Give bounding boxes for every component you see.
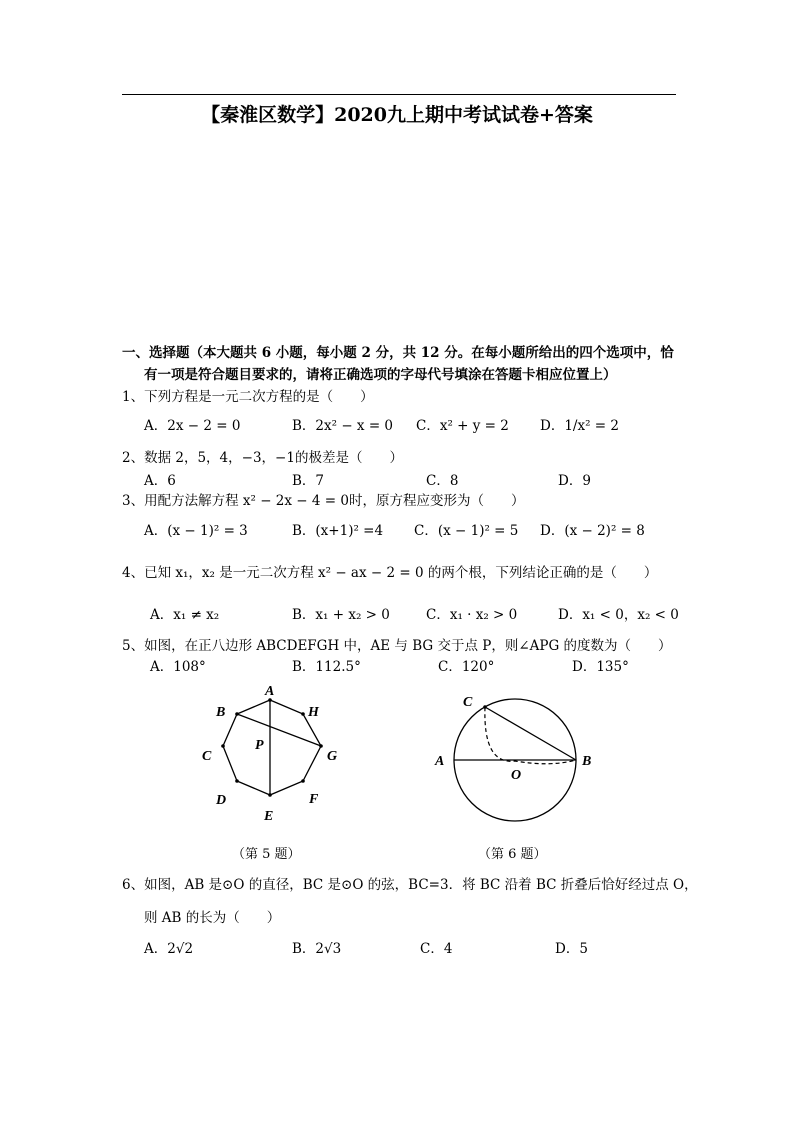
question-5-stem: 5、如图，在正八边形 ABCDEFGH 中，AE 与 BG 交于点 P，则∠APG 的度数为（ ）	[122, 638, 672, 654]
figure-5-octagon	[190, 680, 360, 830]
section-heading-line2: 有一项是符合题目要求的，请将正确选项的字母代号填涂在答题卡相应位置上）	[144, 367, 617, 383]
question-6-option-c: C．4	[420, 941, 453, 957]
figure-6-circle	[425, 685, 605, 835]
question-5-option-d: D．135°	[572, 659, 629, 675]
label-e: E	[264, 809, 274, 824]
question-3-option-d: D．(x − 2)² = 8	[540, 523, 645, 539]
label-f: F	[309, 792, 319, 807]
question-1-option-b: B．2x² − x = 0	[292, 418, 394, 434]
question-6-option-d: D．5	[555, 941, 588, 957]
figure-6-caption: （第 6 题）	[478, 847, 547, 862]
question-6-option-b: B．2√3	[292, 941, 342, 957]
question-1-option-c: C．x² + y = 2	[416, 418, 509, 434]
page-title: 【秦淮区数学】2020九上期中考试试卷+答案	[201, 104, 593, 126]
question-5-option-b: B．112.5°	[292, 659, 361, 675]
question-1-option-a: A．2x − 2 = 0	[144, 418, 241, 434]
vertex-h-dot	[301, 712, 305, 716]
question-4-option-a: A．x₁ ≠ x₂	[150, 607, 220, 623]
label-h: H	[308, 705, 319, 720]
question-6-stem-line2: 则 AB 的长为（ ）	[144, 910, 281, 926]
question-3-option-b: B．(x+1)² =4	[292, 523, 384, 539]
vertex-e-dot	[268, 793, 272, 797]
question-2-option-d: D．9	[558, 473, 591, 489]
question-1-stem: 1、下列方程是一元二次方程的是（ ）	[122, 389, 374, 405]
label-a: A	[265, 684, 275, 699]
vertex-g-dot	[319, 744, 323, 748]
label-c: C	[202, 749, 212, 764]
label-o: O	[511, 768, 522, 783]
label-a: A	[435, 754, 445, 769]
vertex-b-dot	[235, 712, 239, 716]
section-heading-line1: 一、选择题（本大题共 6 小题，每小题 2 分，共 12 分。在每小题所给出的四个选项中，恰	[122, 345, 674, 361]
question-2-option-b: B．7	[292, 473, 325, 489]
question-5-option-a: A．108°	[150, 659, 206, 675]
question-5-option-c: C．120°	[438, 659, 495, 675]
label-d: D	[216, 793, 227, 808]
question-2-stem: 2、数据 2，5，4，−3，−1的极差是（ ）	[122, 450, 403, 466]
label-c: C	[463, 695, 473, 710]
label-g: G	[327, 749, 338, 764]
question-1-option-d: D．1/x² = 2	[540, 418, 619, 434]
vertex-f-dot	[301, 779, 305, 783]
question-6-stem-line1: 6、如图，AB 是⊙O 的直径，BC 是⊙O 的弦，BC=3．将 BC 沿着 BC 折叠后恰好经过点 O，	[122, 877, 698, 893]
question-6-option-a: A．2√2	[144, 941, 194, 957]
question-4-option-d: D．x₁ < 0，x₂ < 0	[558, 607, 679, 623]
header-rule	[122, 94, 676, 95]
vertex-c-dot	[221, 744, 225, 748]
question-4-option-b: B．x₁ + x₂ > 0	[292, 607, 390, 623]
chord-bc	[485, 707, 576, 760]
vertex-d-dot	[235, 779, 239, 783]
question-3-stem: 3、用配方法解方程 x² − 2x − 4 = 0时，原方程应变形为（ ）	[122, 493, 525, 509]
question-2-option-c: C．8	[426, 473, 459, 489]
figure-5-caption: （第 5 题）	[232, 847, 301, 862]
label-b: B	[216, 705, 226, 720]
question-4-option-c: C．x₁ · x₂ > 0	[426, 607, 518, 623]
label-p: P	[255, 738, 264, 753]
question-4-stem: 4、已知 x₁，x₂ 是一元二次方程 x² − ax − 2 = 0 的两个根，下列结论正确的是（ ）	[122, 565, 658, 581]
point-c-dot	[483, 705, 487, 709]
label-b: B	[582, 754, 592, 769]
question-3-option-c: C．(x − 1)² = 5	[414, 523, 519, 539]
question-2-option-a: A．6	[144, 473, 176, 489]
question-3-option-a: A．(x − 1)² = 3	[144, 523, 248, 539]
